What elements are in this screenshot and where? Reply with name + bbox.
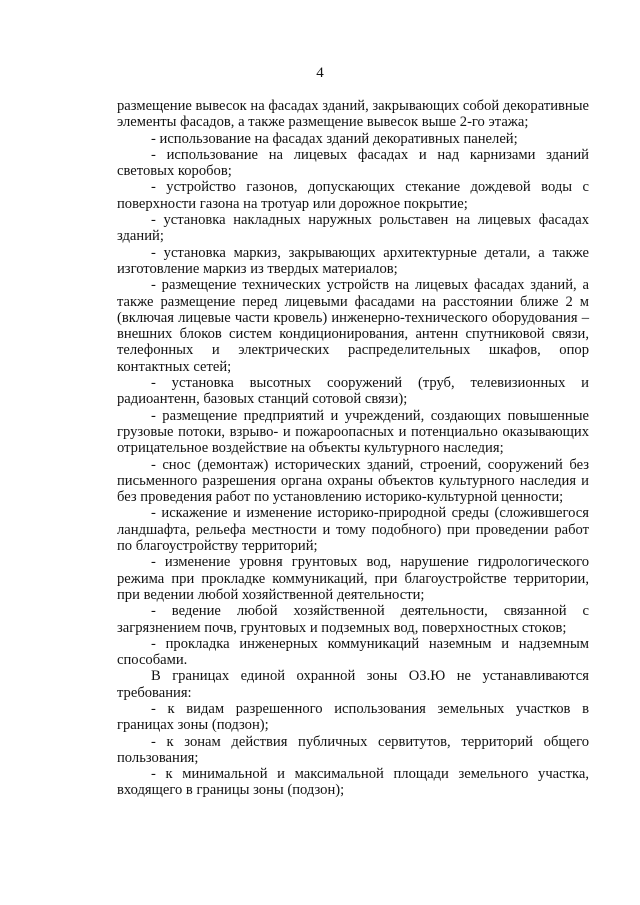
paragraph: - размещение технических устройств на лицевых фасадах зданий, а также размещение перед лицевыми фасадами на расстоянии ближе 2 м (включая лицевые части кровель) инженерно-технического оборудования – внешних блоков систем кондиционирования, антенн спутниковой связи, телефонных и электрических распределительных шкафов, опор контактных сетей; <box>117 277 589 375</box>
paragraph: - к зонам действия публичных сервитутов, территорий общего пользования; <box>117 733 589 766</box>
paragraph: - устройство газонов, допускающих стекание дождевой воды с поверхности газона на тротуар или дорожное покрытие; <box>117 179 589 212</box>
paragraph: - снос (демонтаж) исторических зданий, строений, сооружений без письменного разрешения органа охраны объектов культурного наследия и без проведения работ по установлению историко-культурной ценности; <box>117 456 589 506</box>
paragraph: - к минимальной и максимальной площади земельного участка, входящего в границы зоны (подзон); <box>117 766 589 799</box>
paragraph: - прокладка инженерных коммуникаций наземным и надземным способами. <box>117 635 589 669</box>
paragraph: - установка маркиз, закрывающих архитектурные детали, а также изготовление маркиз из твердых материалов; <box>117 244 589 277</box>
paragraph: - изменение уровня грунтовых вод, нарушение гидрологического режима при прокладке коммуникаций, при благоустройстве территории, при ведении любой хозяйственной деятельности; <box>117 554 589 603</box>
page-number: 4 <box>316 65 324 81</box>
paragraph: - ведение любой хозяйственной деятельности, связанной с загрязнением почв, грунтовых и подземных вод, поверхностных стоков; <box>117 603 589 636</box>
paragraph: размещение вывесок на фасадах зданий, закрывающих собой декоративные элементы фасадов, а также размещение вывесок выше 2-го этажа; <box>117 98 589 131</box>
paragraph: - искажение и изменение историко-природной среды (сложившегося ландшафта, рельефа местности и тому подобного) при проведении работ по благоустройству территорий; <box>117 505 589 555</box>
paragraph: - размещение предприятий и учреждений, создающих повышенные грузовые потоки, взрыво- и пожароопасных и потенциально оказывающих отрицательное воздействие на объекты культурного наследия; <box>117 407 589 457</box>
paragraph: - к видам разрешенного использования земельных участков в границах зоны (подзон); <box>117 700 589 734</box>
paragraph: - установка накладных наружных рольставен на лицевых фасадах зданий; <box>117 212 589 245</box>
paragraph: - использование на фасадах зданий декоративных панелей; <box>151 130 518 147</box>
paragraph: - установка высотных сооружений (труб, телевизионных и радиоантенн, базовых станций сотовой связи); <box>117 375 589 408</box>
paragraph: В границах единой охранной зоны ОЗ.Ю не устанавливаются требования: <box>117 668 589 701</box>
paragraph: - использование на лицевых фасадах и над карнизами зданий световых коробов; <box>117 146 589 180</box>
body-text <box>117 98 589 799</box>
